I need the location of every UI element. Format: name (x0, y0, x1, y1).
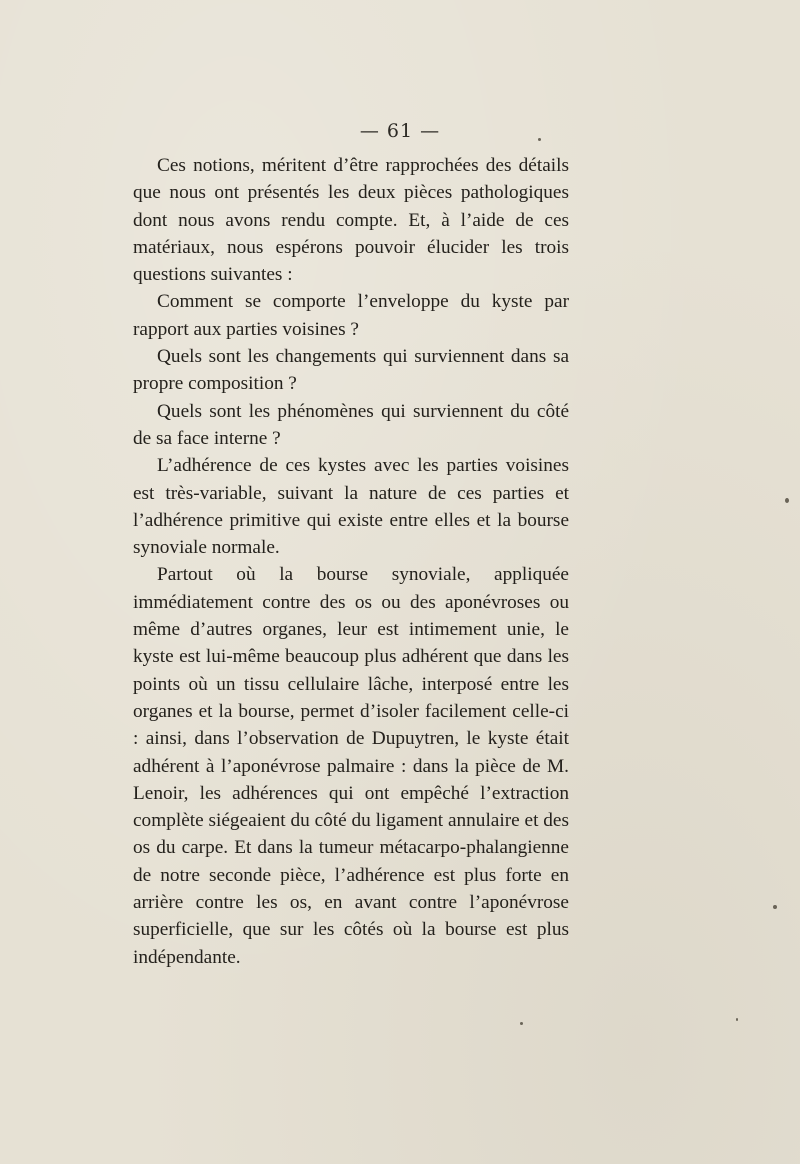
paper-speck (520, 1022, 523, 1025)
paragraph: Ces notions, méritent d’être rapprochées des détails que nous ont présentés les deux pièces pathologiques dont nous avons rendu compte. Et, à l’aide de ces matériaux, nous espérons pouvoir élucider les trois questions suivantes : (133, 155, 569, 286)
paragraph: Quels sont les changements qui surviennent dans sa propre composition ? (133, 346, 569, 395)
paragraph: Comment se comporte l’enveloppe du kyste par rapport aux parties voisines ? (133, 291, 569, 340)
paragraph: Partout où la bourse synoviale, appliquée immédiatement contre des os ou des aponévroses ou même d’autres organes, leur est intimement unie, le kyste est lui-même beaucoup plus adhérent que dans les points où un tissu cellulaire lâche, interposé entre les organes et la bourse, permet d’isoler facilement celle-ci : ainsi, dans l’observation de Dupuytren, le kyste était adhérent à l’aponévrose palmaire : dans la pièce de M. Lenoir, les adhérences qui ont empêché l’extraction complète siégeaient du côté du ligament annulaire et des os du carpe. Et dans la tumeur métacarpo-phalangienne de notre seconde pièce, l’adhérence est plus forte en arrière contre les os, en avant contre l’aponévrose superficielle, que sur les côtés où la bourse est plus indépendante. (133, 564, 569, 968)
paper-speck (538, 138, 541, 141)
paragraph: Quels sont les phénomènes qui surviennent du côté de sa face interne ? (133, 400, 569, 449)
paragraph: L’adhérence de ces kystes avec les parties voisines est très-variable, suivant la nature de ces parties et l’adhérence primitive qui existe entre elles et la bourse synoviale normale. (133, 455, 569, 559)
paper-speck (773, 905, 777, 909)
paper-speck (736, 1018, 738, 1021)
paper-speck (785, 498, 789, 503)
body-text (133, 152, 569, 971)
page-number: — 61 — (359, 120, 441, 142)
